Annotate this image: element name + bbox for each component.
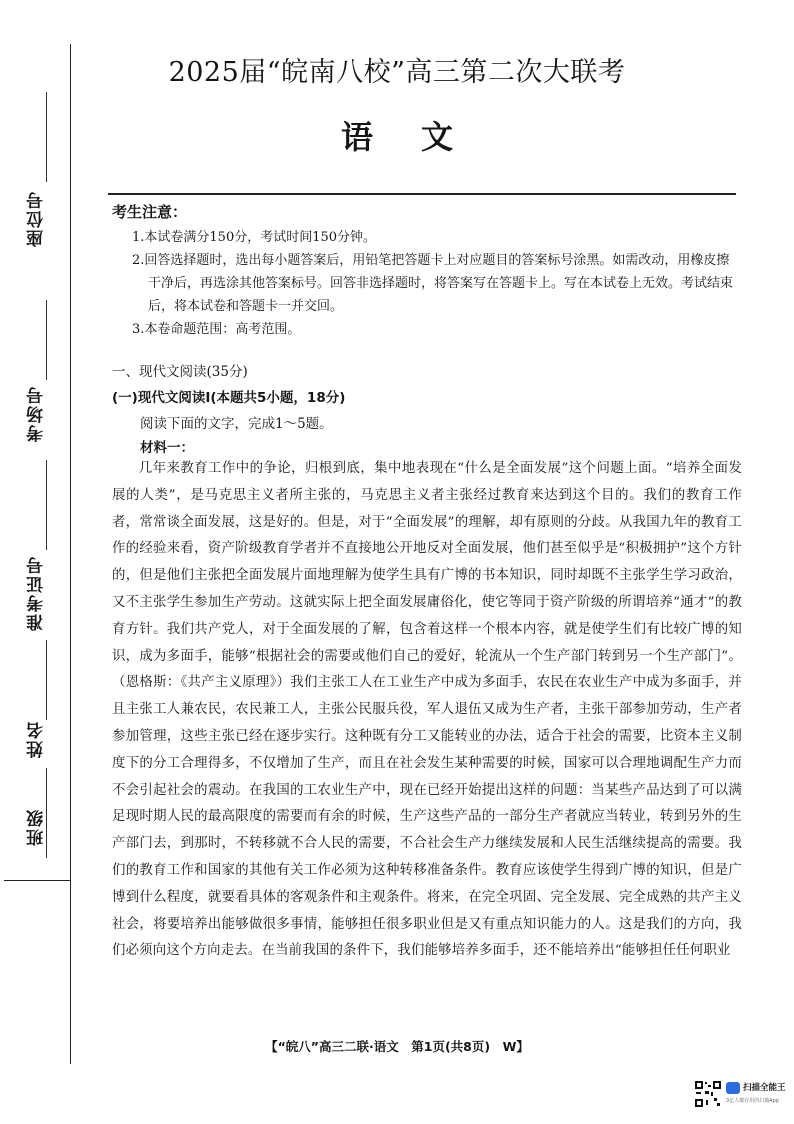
ticket-number-underline — [46, 640, 47, 720]
page-footer: 【“皖八”高三二联·语文 第1页(共8页) W】 — [265, 1039, 529, 1054]
ticket-number-field[interactable] — [24, 555, 54, 631]
seat-number-label: 座位号 — [27, 190, 47, 247]
notice-item: 2.回答选择题时，选出每小题答案后，用铅笔把答题卡上对应题目的答案标号涂黑。如需改动，用橡皮擦干净后，再选涂其他答案标号。回答非选择题时，将答案写在答题卡上。写在本试卷上无效。考试结束后，将本试卷和答题卡一并交回。 — [132, 253, 734, 314]
material-label: 材料一： — [140, 440, 194, 456]
binding-margin-line — [70, 44, 71, 1064]
notice-item: 3.本卷命题范围：高考范围。 — [132, 322, 301, 337]
exam-room-label: 考场号 — [27, 385, 47, 442]
subsection-heading: (一)现代文阅读Ⅰ(本题共5小题，18分) — [112, 390, 346, 406]
name-field[interactable] — [24, 720, 54, 758]
notice-list — [132, 226, 742, 341]
scanner-app-name: 扫描全能王 — [743, 1083, 786, 1093]
reading-instruction: 阅读下面的文字，完成1～5题。 — [140, 416, 333, 432]
seat-number-field[interactable] — [24, 190, 54, 247]
binding-margin-crossline — [4, 880, 70, 881]
scanner-watermark — [694, 1078, 786, 1112]
reading-passage: 几年来教育工作中的争论，归根到底，集中地表现在“什么是全面发展”这个问题上面。“培养全面发展的人类”，是马克思主义者所主张的，马克思主义者主张经过教育来达到这个目的。我们的教育工作者，常常谈全面发展，这是好的。但是，对于“全面发展”的理解，却有原则的分歧。从我国九年的教育工作的经验来看，资产阶级教育学者并不直接地公开地反对全面发展，他们甚至似乎是“积极拥护”这个方针的，但是他们主张把全面发展片面地理解为使学生具有广博的书本知识，同时却既不主张学生学习政治，又不主张学生参加生产劳动。这就实际上把全面发展庸俗化，使它等同于资产阶级的所谓培养“通才”的教育方针。我们共产党人，对于全面发展的了解，包含着这样一个根本内容，就是使学生们有比较广博的知识，成为多面手，能够“根据社会的需要或他们自己的爱好，轮流从一个生产部门转到另一个生产部门”。（恩格斯：《共产主义原理》）我们主张工人在工业生产中成为多面手，农民在农业生产中成为多面手，并且主张工人兼农民，农民兼工人，主张公民服兵役，军人退伍又成为生产者，主张干部参加劳动，生产者参加管理，这些主张已经在逐步实行。这种既有分工又能转业的办法，适合于社会的需要，比资本主义制度下的分工合理得多，不仅增加了生产，而且在社会发生某种需要的时候，国家可以合理地调配生产力而不会引起社会的震动。在我国的工农业生产中，现在已经开始提出这样的问题：当某些产品达到了可以满足现时期人民的最高限度的需要而有余的时候，生产这些产品的一部分生产者就应当转业，转到另外的生产部门去，到那时，不转移就不合人民的需要，不合社会生产力继续发展和人民生活继续提高的需要。我们的教育工作和国家的其他有关工作必须为这种转移准备条件。教育应该使学生得到广博的知识，但是广博到什么程度，就要看具体的客观条件和主观条件。将来，在完全巩固、完全发展、完全成熟的共产主义社会，将要培养出能够做很多事情，能够担任很多职业但是又有重点知识能力的人。这是我们的方向，我们必须向这个方向走去。在当前我国的条件下，我们能够培养多面手，还不能培养出“能够担任任何职业 — [112, 461, 742, 959]
header-divider — [108, 193, 736, 195]
exam-room-field[interactable] — [24, 385, 54, 442]
scanner-subtitle: 3亿人都在用的扫描App — [726, 1098, 779, 1104]
name-label: 姓名 — [27, 720, 47, 758]
exam-room-underline — [46, 300, 47, 380]
notice-title: 考生注意： — [112, 203, 188, 221]
section-heading: 一、现代文阅读(35分) — [112, 364, 248, 380]
scanner-logo-icon — [726, 1082, 740, 1094]
subject-title: 语文 — [340, 118, 501, 156]
exam-title: 2025届“皖南八校”高三第二次大联考 — [168, 57, 626, 88]
exam-room-underline-2 — [46, 460, 47, 550]
qr-code-icon — [694, 1080, 722, 1108]
class-field[interactable] — [24, 808, 54, 846]
class-label: 班级 — [27, 808, 47, 846]
notice-item: 1.本试卷满分150分，考试时间150分钟。 — [132, 230, 377, 245]
ticket-number-label: 准考证号 — [27, 555, 47, 631]
